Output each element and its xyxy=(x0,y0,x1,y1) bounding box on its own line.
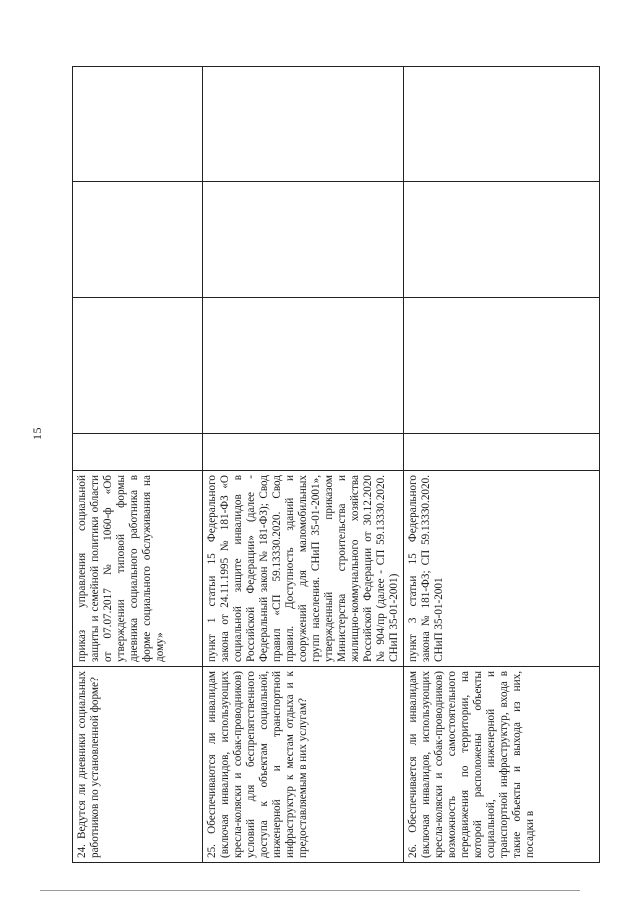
question-cell: 25. Обеспечиваются ли инвалидам (включая инвалидов, использующих кресла-коляски и собак-проводников) условий для беспрепятственного доступа к объектам социальной, инженерной и транспортной инфраструктур к местам отдыха и к предоставляемым в них услугам? xyxy=(203,667,404,863)
rotated-table-wrapper xyxy=(72,67,592,863)
table-row xyxy=(203,67,404,863)
scan-edge-line xyxy=(40,890,580,891)
answer-cell xyxy=(203,182,404,298)
answer-cell xyxy=(404,182,600,298)
answer-cell xyxy=(404,67,600,182)
answer-cell xyxy=(73,298,203,434)
table-row xyxy=(404,67,600,863)
legal-basis-cell: пункт 3 статьи 15 Федерального закона № 181-ФЗ; СП 59.13330.2020. СНиП 35-01-2001 xyxy=(404,471,600,667)
page-number: 15 xyxy=(30,427,44,440)
table-row xyxy=(73,67,203,863)
legal-basis-cell: пункт 1 статьи 15 Федерального закона от 24.11.1995 № 181-ФЗ «О социальной защите инвалидов в Российской Федерации» (далее - Федеральный закон № 181-ФЗ); Свод правил «СП 59.13330.2020. Свод правил. Доступность зданий и сооружений для маломобильных групп населения. СНиП 35-01-2001», утвержденный приказом Министерства строительства и жилищно-коммунального хозяйства Российской Федерации от 30.12.2020 № 904/пр (далее - СП 59.13330.2020. СНиП 35-01-2001) xyxy=(203,471,404,667)
answer-cell xyxy=(404,434,600,471)
answer-cell xyxy=(73,67,203,182)
answer-cell xyxy=(203,434,404,471)
answer-cell xyxy=(73,434,203,471)
checklist-table xyxy=(72,66,600,863)
answer-cell xyxy=(73,182,203,298)
question-cell: 26. Обеспечивается ли инвалидам (включая инвалидов, использующих кресла-коляски и собак-проводников) возможность самостоятельного передвижения по территории, на которой расположены объекты социальной, инженерной и транспортной инфраструктур, входа в такие объекты и выхода из них, посадки в xyxy=(404,667,600,863)
answer-cell xyxy=(203,67,404,182)
answer-cell xyxy=(203,298,404,434)
legal-basis-cell: приказ управления социальной защиты и семейной политики области от 07.07.2017 № 1060-ф «Об утверждении типовой формы дневника социального работника в форме социального обслуживания на дому» xyxy=(73,471,203,667)
question-cell: 24. Ведутся ли дневники социальных работников по установленной форме? xyxy=(73,667,203,863)
answer-cell xyxy=(404,298,600,434)
